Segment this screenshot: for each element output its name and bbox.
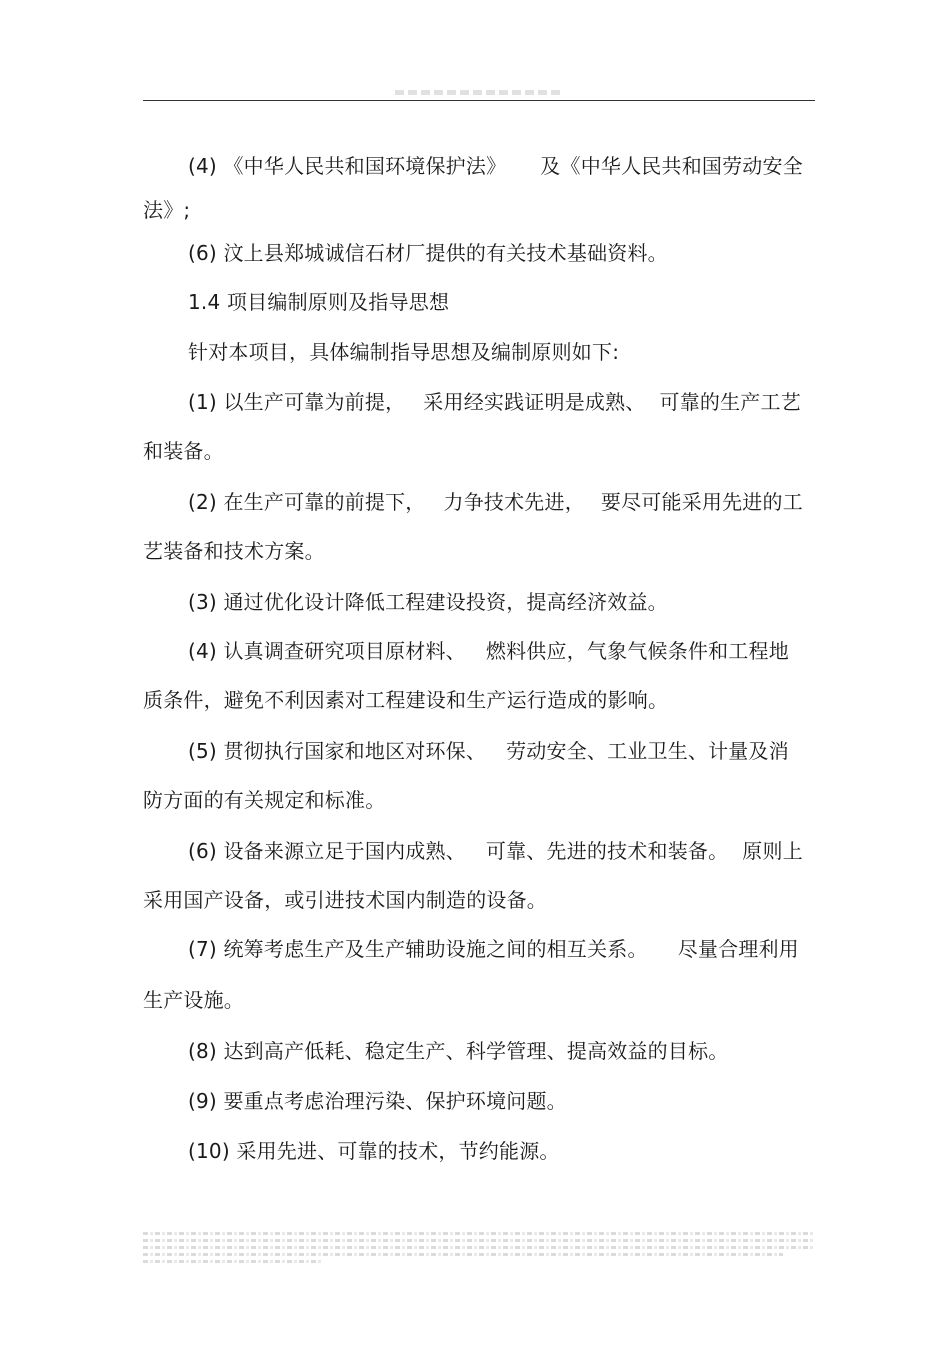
text-line-12: 质条件，避免不利因素对工程建设和生产运行造成的影响。 — [143, 688, 669, 712]
text-segment: 劳动安全、工业卫生、计量及消 — [506, 739, 789, 763]
text-segment: (6) 设备来源立足于国内成熟、 — [188, 839, 466, 863]
text-segment: 要尽可能采用先进的工 — [600, 490, 803, 514]
text-segment: 力争技术先进， — [443, 490, 585, 514]
text-segment: (4) 认真调查研究项目原材料、 — [188, 639, 466, 663]
text-segment: (5) 贯彻执行国家和地区对环保、 — [188, 739, 487, 763]
text-line-13 — [188, 739, 789, 763]
text-line-1 — [188, 154, 803, 178]
text-line-15 — [188, 839, 803, 863]
text-line-7: 和装备。 — [143, 439, 224, 463]
text-line-17 — [188, 937, 799, 961]
text-line-14: 防方面的有关规定和标准。 — [143, 788, 386, 812]
text-segment: (4) 《中华人民共和国环境保护法》 — [188, 154, 507, 178]
text-segment: (2) 在生产可靠的前提下， — [188, 490, 426, 514]
text-line-9: 艺装备和技术方案。 — [143, 539, 325, 563]
text-line-6 — [188, 390, 801, 414]
text-line-2: 法》; — [143, 198, 191, 222]
text-segment: 燃料供应，气象气候条件和工程地 — [485, 639, 789, 663]
text-segment: 尽量合理利用 — [677, 937, 799, 961]
text-line-20: (9) 要重点考虑治理污染、保护环境问题。 — [188, 1089, 567, 1113]
text-segment: (1) 以生产可靠为前提， — [188, 390, 406, 414]
text-segment: 可靠的生产工艺 — [659, 390, 801, 414]
section-heading: 1.4 项目编制原则及指导思想 — [188, 290, 450, 314]
header-running-text — [395, 90, 560, 95]
text-line-19: (8) 达到高产低耗、稳定生产、科学管理、提高效益的目标。 — [188, 1039, 729, 1063]
text-line-8 — [188, 490, 803, 514]
text-segment: 采用经实践证明是成熟、 — [423, 390, 646, 414]
text-segment: 原则上 — [742, 839, 803, 863]
header-rule — [143, 100, 815, 101]
text-line-16: 采用国产设备，或引进技术国内制造的设备。 — [143, 888, 547, 912]
text-segment: 可靠、先进的技术和装备。 — [485, 839, 729, 863]
text-line-21: (10) 采用先进、可靠的技术，节约能源。 — [188, 1139, 560, 1163]
text-line-11 — [188, 639, 789, 663]
text-line-3: (6) 汶上县郑城诚信石材厂提供的有关技术基础资料。 — [188, 241, 668, 265]
text-line-10: (3) 通过优化设计降低工程建设投资，提高经济效益。 — [188, 590, 668, 614]
text-line-18: 生产设施。 — [143, 988, 244, 1012]
text-line-5: 针对本项目，具体编制指导思想及编制原则如下: — [188, 340, 620, 364]
text-segment: 及《中华人民共和国劳动安全 — [540, 154, 803, 178]
text-segment: (7) 统筹考虑生产及生产辅助设施之间的相互关系。 — [188, 937, 648, 961]
